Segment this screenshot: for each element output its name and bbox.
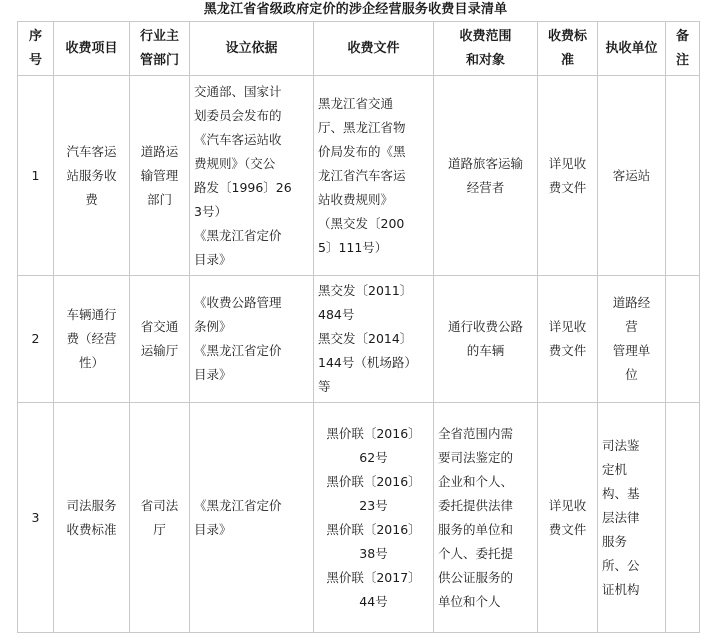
row-dept: 省司法 厅: [130, 403, 190, 633]
row-basis: 《收费公路管理 条例》 《黑龙江省定价 目录》: [190, 276, 314, 403]
row-docs: 黑价联〔2016〕 62号 黑价联〔2016〕 23号 黑价联〔2016〕 38号 黑价联〔2017〕 44号: [314, 403, 434, 633]
row-dept: 省交通 运输厅: [130, 276, 190, 403]
row-remark: [666, 403, 700, 633]
row-executor: 道路经 营 管理单 位: [598, 276, 666, 403]
row-standard: 详见收 费文件: [538, 403, 598, 633]
header-executor: 执收单位: [598, 22, 666, 76]
row-standard: 详见收 费文件: [538, 76, 598, 276]
header-docs: 收费文件: [314, 22, 434, 76]
table-row: [18, 76, 700, 276]
row-scope: 通行收费公路 的车辆: [434, 276, 538, 403]
fee-catalog-table: [17, 21, 700, 633]
row-basis: 《黑龙江省定价 目录》: [190, 403, 314, 633]
row-executor: 司法鉴 定机 构、基 层法律 服务 所、公 证机构: [598, 403, 666, 633]
row-executor: 客运站: [598, 76, 666, 276]
row-item: 汽车客运 站服务收 费: [54, 76, 130, 276]
row-scope: 全省范围内需 要司法鉴定的 企业和个人、 委托提供法律 服务的单位和 个人、委托提 供公证服务的 单位和个人: [434, 403, 538, 633]
table-row: [18, 403, 700, 633]
row-basis: 交通部、国家计 划委员会发布的 《汽车客运站收 费规则》（交公 路发〔1996〕26 3号） 《黑龙江省定价 目录》: [190, 76, 314, 276]
table-header-row: [18, 22, 700, 76]
page-title: 黑龙江省省级政府定价的涉企经营服务收费目录清单: [203, 2, 508, 17]
row-item: 车辆通行 费（经营 性）: [54, 276, 130, 403]
row-dept: 道路运 输管理 部门: [130, 76, 190, 276]
row-index: 3: [18, 403, 54, 633]
row-item: 司法服务 收费标准: [54, 403, 130, 633]
header-remark: 备 注: [666, 22, 700, 76]
row-standard: 详见收 费文件: [538, 276, 598, 403]
header-dept: 行业主 管部门: [130, 22, 190, 76]
header-scope: 收费范围 和对象: [434, 22, 538, 76]
header-item: 收费项目: [54, 22, 130, 76]
row-docs: 黑龙江省交通 厅、黑龙江省物 价局发布的《黑 龙江省汽车客运 站收费规则》 （黑交发〔200 5〕111号）: [314, 76, 434, 276]
header-basis: 设立依据: [190, 22, 314, 76]
row-scope: 道路旅客运输 经营者: [434, 76, 538, 276]
table-row: [18, 276, 700, 403]
header-standard: 收费标 准: [538, 22, 598, 76]
row-index: 1: [18, 76, 54, 276]
row-docs: 黑交发〔2011〕 484号 黑交发〔2014〕 144号（机场路） 等: [314, 276, 434, 403]
row-remark: [666, 276, 700, 403]
row-remark: [666, 76, 700, 276]
header-index: 序 号: [18, 22, 54, 76]
row-index: 2: [18, 276, 54, 403]
